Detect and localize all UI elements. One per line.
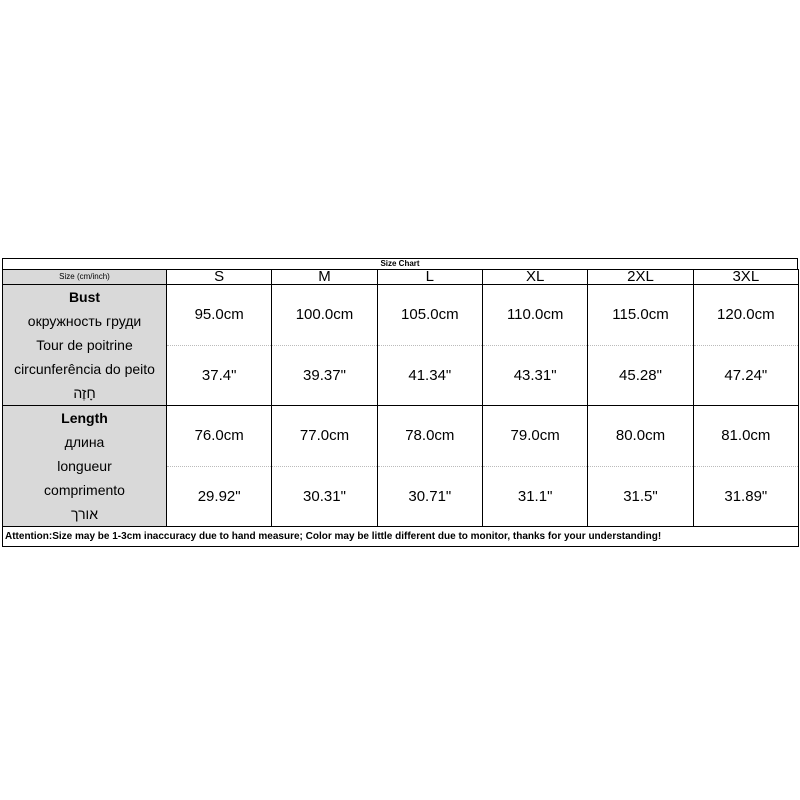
size-header: 2XL (588, 270, 693, 285)
size-header: L (377, 270, 482, 285)
chart-title: Size Chart (2, 258, 798, 270)
bust-cm-cell: 110.0cm (482, 285, 587, 346)
bust-inch-cell: 43.31" (482, 345, 587, 406)
length-label-en: Length (61, 410, 108, 426)
size-unit-label: Size (cm/inch) (3, 270, 167, 285)
bust-cm-cell: 95.0cm (167, 285, 272, 346)
bust-inch-cell: 47.24" (693, 345, 798, 406)
size-chart (2, 258, 798, 547)
length-label-fr: longueur (57, 458, 112, 474)
bust-cm-row (3, 285, 799, 346)
header-row (3, 270, 799, 285)
size-header: S (167, 270, 272, 285)
bust-inch-cell: 45.28" (588, 345, 693, 406)
length-label-pt: comprimento (44, 482, 125, 498)
bust-label-fr: Tour de poitrine (36, 337, 133, 353)
size-header: 3XL (693, 270, 798, 285)
length-inch-cell: 31.89" (693, 466, 798, 527)
bust-inch-cell: 41.34" (377, 345, 482, 406)
length-label-ru: длина (64, 434, 105, 450)
length-inch-cell: 30.31" (272, 466, 377, 527)
length-cm-row (3, 406, 799, 467)
length-cm-cell: 77.0cm (272, 406, 377, 467)
bust-inch-cell: 37.4" (167, 345, 272, 406)
bust-cm-cell: 100.0cm (272, 285, 377, 346)
size-table (2, 269, 799, 527)
length-inch-cell: 30.71" (377, 466, 482, 527)
bust-label (3, 285, 167, 406)
bust-label-pt: circunferência do peito (14, 361, 155, 377)
bust-label-en: Bust (68, 289, 101, 305)
length-label-he: אורך (71, 506, 98, 522)
length-label (3, 406, 167, 527)
bust-cm-cell: 120.0cm (693, 285, 798, 346)
bust-cm-cell: 105.0cm (377, 285, 482, 346)
length-cm-cell: 76.0cm (167, 406, 272, 467)
bust-inch-cell: 39.37" (272, 345, 377, 406)
length-cm-cell: 79.0cm (482, 406, 587, 467)
size-header: M (272, 270, 377, 285)
length-inch-cell: 31.1" (482, 466, 587, 527)
length-cm-cell: 81.0cm (693, 406, 798, 467)
length-inch-cell: 31.5" (588, 466, 693, 527)
length-cm-cell: 78.0cm (377, 406, 482, 467)
bust-label-he: חָזֶה (73, 385, 96, 401)
length-cm-cell: 80.0cm (588, 406, 693, 467)
attention-note: Attention:Size may be 1-3cm inaccuracy due to hand measure; Color may be little different due to monitor, thanks for your understanding! (2, 527, 799, 547)
length-inch-cell: 29.92" (167, 466, 272, 527)
size-header: XL (482, 270, 587, 285)
bust-label-ru: окружность груди (27, 313, 142, 329)
bust-cm-cell: 115.0cm (588, 285, 693, 346)
